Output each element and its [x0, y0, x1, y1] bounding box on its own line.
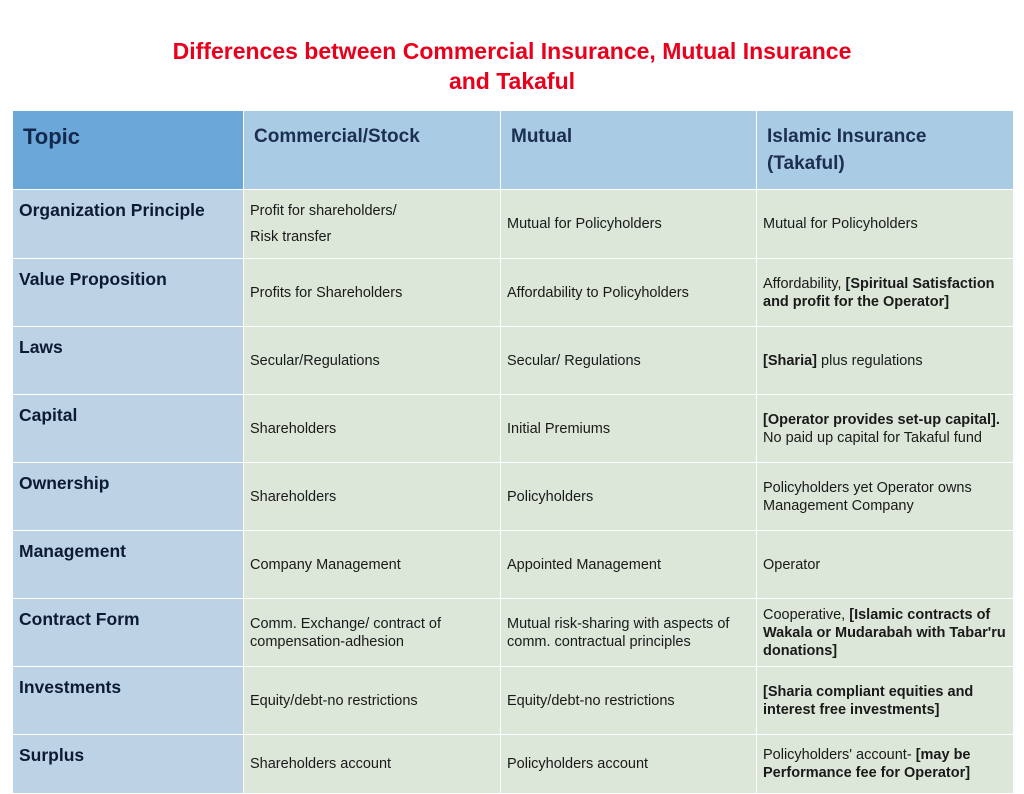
page-title — [0, 36, 1024, 96]
table-row — [13, 735, 1014, 794]
cell-takaful: Policyholders yet Operator owns Management Company — [757, 463, 1014, 531]
row-topic: Organization Principle — [13, 190, 244, 259]
cell-commercial: Equity/debt-no restrictions — [244, 667, 501, 735]
comparison-table — [12, 110, 1014, 794]
cell-mutual: Policyholders — [501, 463, 757, 531]
cell-text: Cooperative, — [763, 606, 850, 623]
cell-commercial: Secular/Regulations — [244, 327, 501, 395]
cell-text: plus regulations — [817, 352, 923, 369]
cell-commercial: Company Management — [244, 531, 501, 599]
cell-commercial: Shareholders account — [244, 735, 501, 794]
cell-text-bold: [Operator provides set-up capital]. — [763, 411, 1000, 428]
cell-text: Profit for shareholders/ — [250, 203, 397, 219]
row-topic: Value Proposition — [13, 259, 244, 327]
cell-mutual: Equity/debt-no restrictions — [501, 667, 757, 735]
cell-takaful — [757, 735, 1014, 794]
cell-commercial: Shareholders — [244, 395, 501, 463]
cell-takaful — [757, 327, 1014, 395]
row-topic: Contract Form — [13, 599, 244, 667]
header-commercial: Commercial/Stock — [244, 111, 501, 190]
row-topic: Ownership — [13, 463, 244, 531]
header-mutual: Mutual — [501, 111, 757, 190]
cell-mutual: Policyholders account — [501, 735, 757, 794]
table-row — [13, 667, 1014, 735]
table-row — [13, 395, 1014, 463]
cell-text: Policyholders' account- — [763, 747, 916, 763]
cell-takaful: Operator — [757, 531, 1014, 599]
row-topic: Capital — [13, 395, 244, 463]
cell-text-bold: [Sharia compliant equities and interest free investments] — [763, 683, 974, 718]
cell-text-bold: [Islamic contracts of Wakala or Mudarabah with Tabar'ru donations] — [763, 606, 1006, 659]
cell-mutual: Appointed Management — [501, 531, 757, 599]
row-topic: Investments — [13, 667, 244, 735]
header-takaful: Islamic Insurance (Takaful) — [757, 111, 1014, 190]
cell-commercial: Comm. Exchange/ contract of compensation-adhesion — [244, 599, 501, 667]
title-line-2: and Takaful — [448, 68, 576, 94]
cell-mutual: Mutual risk-sharing with aspects of comm. contractual principles — [501, 599, 757, 667]
cell-commercial: Profits for Shareholders — [244, 259, 501, 327]
table-row — [13, 259, 1014, 327]
header-topic: Topic — [13, 111, 244, 190]
cell-commercial — [244, 190, 501, 259]
cell-takaful — [757, 259, 1014, 327]
cell-text-bold: [Sharia] — [763, 352, 817, 369]
table-row — [13, 463, 1014, 531]
cell-text-bold: [Spiritual Satisfaction and profit for the Operator] — [763, 275, 995, 310]
cell-mutual: Mutual for Policyholders — [501, 190, 757, 259]
table-row — [13, 327, 1014, 395]
cell-text: Affordability, — [763, 275, 846, 292]
row-topic: Management — [13, 531, 244, 599]
cell-takaful — [757, 599, 1014, 667]
row-topic: Surplus — [13, 735, 244, 794]
cell-commercial: Shareholders — [244, 463, 501, 531]
table-row — [13, 531, 1014, 599]
cell-text: Risk transfer — [250, 229, 332, 245]
table-row — [13, 190, 1014, 259]
cell-takaful — [757, 667, 1014, 735]
cell-mutual: Secular/ Regulations — [501, 327, 757, 395]
table-row — [13, 599, 1014, 667]
header-row — [13, 111, 1014, 190]
cell-text: No paid up capital for Takaful fund — [763, 429, 982, 446]
cell-mutual: Initial Premiums — [501, 395, 757, 463]
cell-takaful — [757, 395, 1014, 463]
cell-text-bold: [may be Performance fee for Operator] — [763, 747, 971, 781]
row-topic: Laws — [13, 327, 244, 395]
title-line-1: Differences between Commercial Insurance, Mutual Insurance — [172, 38, 852, 64]
cell-takaful: Mutual for Policyholders — [757, 190, 1014, 259]
cell-mutual: Affordability to Policyholders — [501, 259, 757, 327]
